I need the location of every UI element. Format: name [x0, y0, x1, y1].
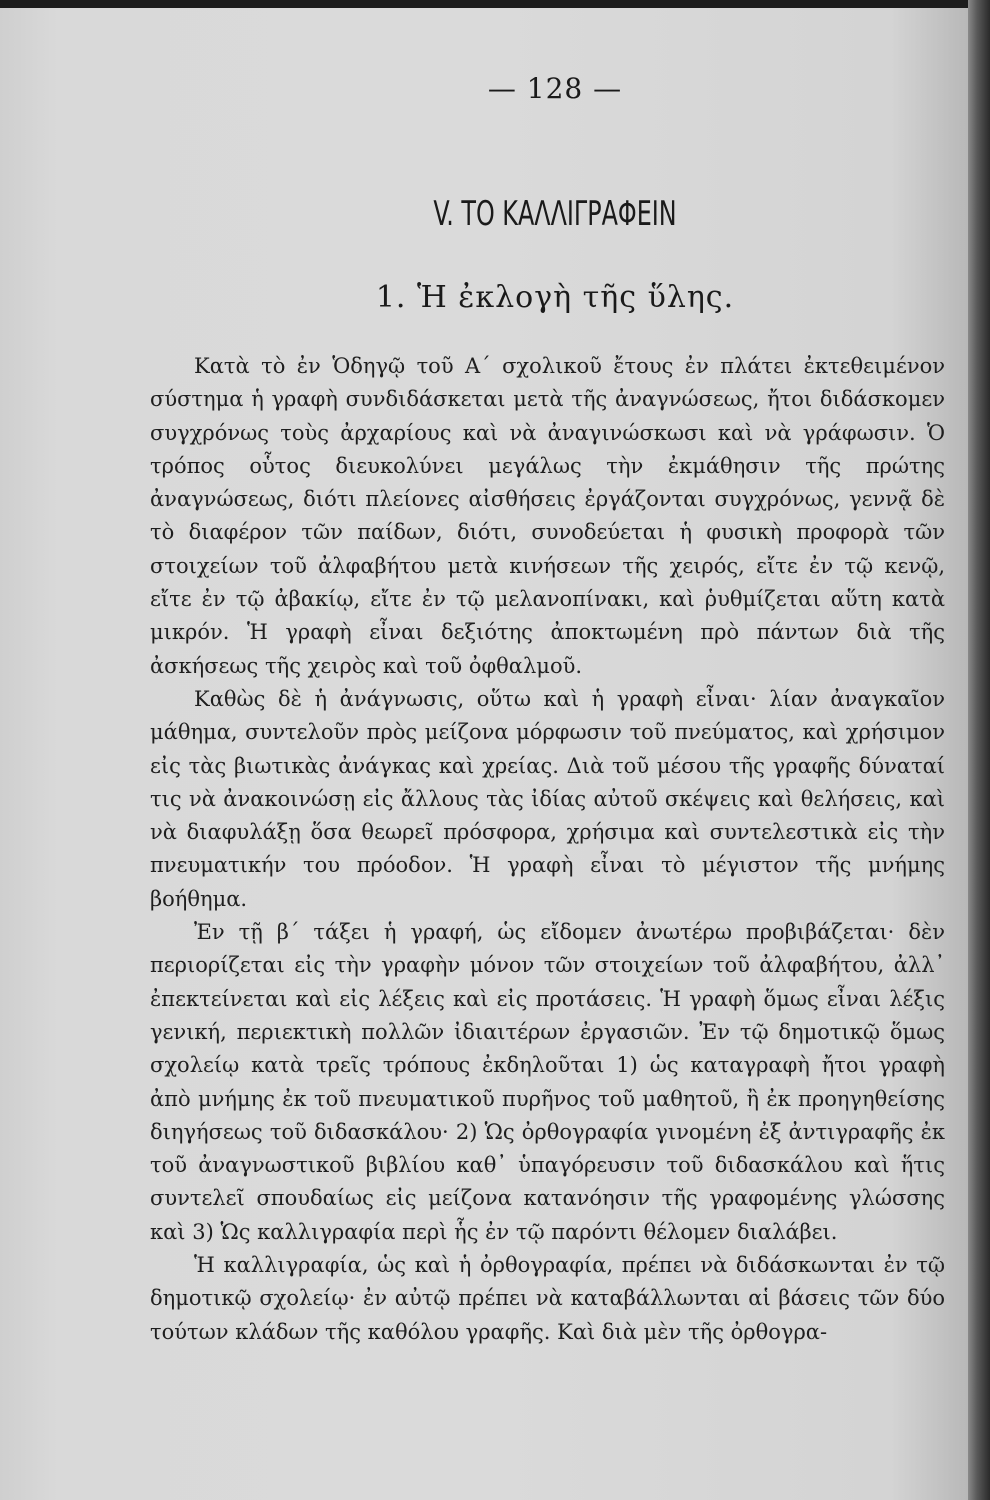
scan-top-edge: [0, 0, 990, 8]
body-text: [150, 350, 945, 1349]
paragraph-1: Κατὰ τὸ ἐν Ὁδηγῷ τοῦ Α΄ σχολικοῦ ἔτους ἐν πλάτει ἐκτεθειμένον σύστημα ἡ γραφὴ συνδιδάσκεται μετὰ τῆς ἀναγνώσεως, ἤτοι διδάσκομεν συγχρόνως τοὺς ἀρχαρίους καὶ νὰ ἀναγινώσκωσι καὶ νὰ γράφωσιν. Ὁ τρόπος οὗτος διευκολύνει μεγάλως τὴν ἐκμάθησιν τῆς πρώτης ἀναγνώσεως, διότι πλείονες αἰσθήσεις ἐργάζονται συγχρόνως, γεννᾷ δὲ τὸ διαφέρον τῶν παίδων, διότι, συνοδεύεται ἡ φυσικὴ προφορὰ τῶν στοιχείων τοῦ ἀλφαβήτου μετὰ κινήσεων τῆς χειρός, εἴτε ἐν τῷ κενῷ, εἴτε ἐν τῷ ἀβακίῳ, εἴτε ἐν τῷ μελανοπίνακι, καὶ ῥυθμίζεται αὕτη κατὰ μικρόν. Ἡ γραφὴ εἶναι δεξιότης ἀποκτωμένη πρὸ πάντων διὰ τῆς ἀσκήσεως τῆς χειρὸς καὶ τοῦ ὀφθαλμοῦ.: [150, 354, 945, 678]
page-number: — 128 —: [487, 72, 623, 105]
paragraph-2: Καθὼς δὲ ἡ ἀνάγνωσις, οὕτω καὶ ἡ γραφὴ εἶναι· λίαν ἀναγκαῖον μάθημα, συντελοῦν πρὸς μείζονα μόρφωσιν τοῦ πνεύματος, καὶ χρήσιμον εἰς τὰς βιωτικὰς ἀνάγκας καὶ χρείας. Διὰ τοῦ μέσου τῆς γραφῆς δύναταί τις νὰ ἀνακοινώσῃ εἰς ἄλλους τὰς ἰδίας αὐτοῦ σκέψεις καὶ θελήσεις, καὶ νὰ διαφυλάξῃ ὅσα θεωρεῖ πρόσφορα, χρήσιμα καὶ συντελεστικὰ εἰς τὴν πνευματικήν του πρόοδον. Ἡ γραφὴ εἶναι τὸ μέγιστον τῆς μνήμης βοήθημα.: [150, 686, 945, 911]
paragraph-4: Ἡ καλλιγραφία, ὡς καὶ ἡ ὀρθογραφία, πρέπει νὰ διδάσκωνται ἐν τῷ δημοτικῷ σχολείῳ· ἐν αὐτῷ πρέπει νὰ καταβάλλωνται αἱ βάσεις τῶν δύο τούτων κλάδων τῆς καθόλου γραφῆς. Καὶ διὰ μὲν τῆς ὀρθογρα-: [150, 1253, 945, 1344]
section-title: V. ΤΟ ΚΑΛΛΙΓΡΑΦΕΙΝ: [433, 194, 677, 234]
subsection-title: 1. Ἡ ἐκλογὴ τῆς ὕλης.: [375, 280, 735, 315]
paragraph-3: Ἐν τῇ β΄ τάξει ἡ γραφή, ὡς εἴδομεν ἀνωτέρω προβιβάζεται· δὲν περιορίζεται εἰς τὴν γραφὴν μόνον τῶν στοιχείων τοῦ ἀλφαβήτου, ἀλλ᾽ ἐπεκτείνεται καὶ εἰς λέξεις καὶ εἰς προτάσεις. Ἡ γραφὴ ὅμως εἶναι λέξις γενική, περιεκτικὴ πολλῶν ἰδιαιτέρων ἐργασιῶν. Ἐν τῷ δημοτικῷ ὅμως σχολείῳ κατὰ τρεῖς τρόπους ἐκδηλοῦται 1) ὡς καταγραφὴ ἤτοι γραφὴ ἀπὸ μνήμης ἐκ τοῦ πνευματικοῦ πυρῆνος τοῦ μαθητοῦ, ἢ ἐκ προηγηθείσης διηγήσεως τοῦ διδασκάλου· 2) Ὡς ὀρθογραφία γινομένη ἐξ ἀντιγραφῆς ἐκ τοῦ ἀναγνωστικοῦ βιβλίου καθ᾽ ὑπαγόρευσιν τοῦ διδασκάλου καὶ ἥτις συντελεῖ σπουδαίως εἰς μείζονα κατανόησιν τῆς γραφομένης γλώσσης καὶ 3) Ὡς καλλιγραφία περὶ ἧς ἐν τῷ παρόντι θέλομεν διαλάβει.: [150, 920, 945, 1244]
